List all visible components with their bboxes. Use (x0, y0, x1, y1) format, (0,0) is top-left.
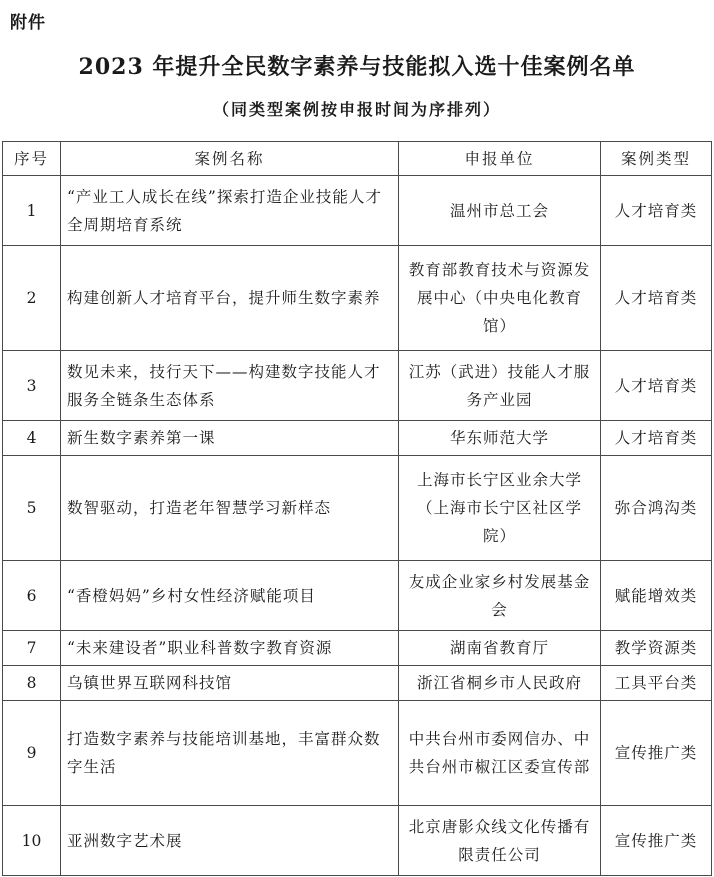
row-case-name: 数智驱动，打造老年智慧学习新样态 (61, 456, 399, 561)
table-row (3, 351, 712, 421)
header-case-type: 案例类型 (601, 142, 712, 176)
document-title: 2023 年提升全民数字素养与技能拟入选十佳案例名单 (78, 54, 636, 80)
row-unit: 湖南省教育厅 (399, 631, 601, 666)
row-case-type: 人才培育类 (601, 176, 712, 246)
row-no: 6 (3, 561, 61, 631)
row-case-type: 人才培育类 (601, 421, 712, 456)
row-case-type: 人才培育类 (601, 246, 712, 351)
table-row (3, 631, 712, 666)
row-no: 10 (3, 806, 61, 876)
row-unit: 江苏（武进）技能人才服务产业园 (399, 351, 601, 421)
table-row (3, 701, 712, 806)
table-row (3, 806, 712, 876)
row-case-name: 数见未来，技行天下——构建数字技能人才服务全链条生态体系 (61, 351, 399, 421)
document-subtitle: （同类型案例按申报时间为序排列） (212, 100, 501, 119)
header-no: 序号 (3, 142, 61, 176)
row-no: 7 (3, 631, 61, 666)
row-unit: 温州市总工会 (399, 176, 601, 246)
row-unit: 教育部教育技术与资源发展中心（中央电化教育馆） (399, 246, 601, 351)
row-no: 3 (3, 351, 61, 421)
row-case-name: “产业工人成长在线”探索打造企业技能人才全周期培育系统 (61, 176, 399, 246)
header-case-name: 案例名称 (61, 142, 399, 176)
row-case-name: 乌镇世界互联网科技馆 (61, 666, 399, 701)
table-row (3, 421, 712, 456)
table-row (3, 246, 712, 351)
row-unit: 北京唐影众线文化传播有限责任公司 (399, 806, 601, 876)
row-no: 4 (3, 421, 61, 456)
row-unit: 友成企业家乡村发展基金会 (399, 561, 601, 631)
row-unit: 上海市长宁区业余大学（上海市长宁区社区学院） (399, 456, 601, 561)
row-no: 8 (3, 666, 61, 701)
row-case-type: 人才培育类 (601, 351, 712, 421)
header-unit: 申报单位 (399, 142, 601, 176)
case-list-table (2, 141, 712, 876)
row-no: 2 (3, 246, 61, 351)
row-case-name: “未来建设者”职业科普数字教育资源 (61, 631, 399, 666)
row-case-name: 新生数字素养第一课 (61, 421, 399, 456)
row-case-name: 亚洲数字艺术展 (61, 806, 399, 876)
row-case-type: 宣传推广类 (601, 806, 712, 876)
table-header-row (3, 142, 712, 176)
table-row (3, 456, 712, 561)
table-row (3, 561, 712, 631)
table-row (3, 176, 712, 246)
table-row (3, 666, 712, 701)
row-no: 5 (3, 456, 61, 561)
row-case-type: 宣传推广类 (601, 701, 712, 806)
row-unit: 华东师范大学 (399, 421, 601, 456)
row-case-name: 构建创新人才培育平台，提升师生数字素养 (61, 246, 399, 351)
row-case-type: 赋能增效类 (601, 561, 712, 631)
attachment-label: 附件 (10, 13, 46, 33)
row-case-name: “香橙妈妈”乡村女性经济赋能项目 (61, 561, 399, 631)
row-case-type: 弥合鸿沟类 (601, 456, 712, 561)
row-unit: 浙江省桐乡市人民政府 (399, 666, 601, 701)
row-no: 9 (3, 701, 61, 806)
row-no: 1 (3, 176, 61, 246)
row-case-type: 工具平台类 (601, 666, 712, 701)
row-unit: 中共台州市委网信办、中共台州市椒江区委宣传部 (399, 701, 601, 806)
row-case-type: 教学资源类 (601, 631, 712, 666)
row-case-name: 打造数字素养与技能培训基地，丰富群众数字生活 (61, 701, 399, 806)
